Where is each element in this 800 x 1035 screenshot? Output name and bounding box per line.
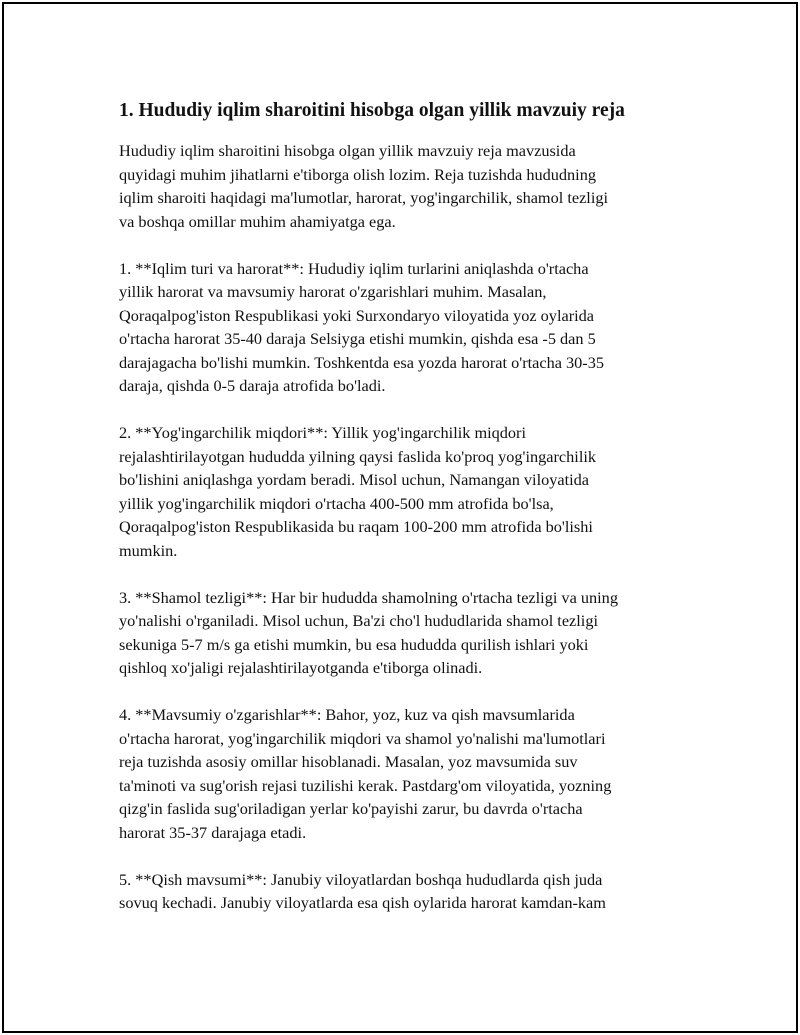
text-line: 4. **Mavsumiy o'zgarishlar**: Bahor, yoz, kuz va qish mavsumlarida xyxy=(119,705,575,724)
text-line: o'rtacha harorat 35-40 daraja Selsiyga etishi mumkin, qishda esa -5 dan 5 xyxy=(119,329,596,348)
paragraph-seasonal-changes xyxy=(119,703,699,844)
text-line: 2. **Yog'ingarchilik miqdori**: Yillik yog'ingarchilik miqdori xyxy=(119,423,527,442)
text-line: mumkin. xyxy=(119,540,178,560)
text-line: rejalashtirilayotgan hududda yilning qaysi faslida ko'proq yog'ingarchilik xyxy=(119,446,597,466)
text-line: yillik yog'ingarchilik miqdori o'rtacha 400-500 mm atrofida bo'lsa, xyxy=(119,493,554,513)
document-body xyxy=(119,99,699,938)
document-title: 1. Hududiy iqlim sharoitini hisobga olgan yillik mavzuiy reja xyxy=(119,100,625,121)
paragraph-climate-type xyxy=(119,257,699,398)
text-line: yo'nalishi o'rganiladi. Misol uchun, Ba'zi cho'l hududlarida shamol tezligi xyxy=(119,611,598,630)
text-line: o'rtacha harorat, yog'ingarchilik miqdori va shamol yo'nalishi ma'lumotlari xyxy=(119,728,606,748)
paragraph-winter-season xyxy=(119,868,699,915)
text-line: quyidagi muhim jihatlarni e'tiborga olish lozim. Reja tuzishda hududning xyxy=(119,164,596,184)
text-line: Qoraqalpog'iston Respublikasida bu raqam 100-200 mm atrofida bo'lishi xyxy=(119,517,593,536)
text-line: 1. **Iqlim turi va harorat**: Hududiy iqlim turlarini aniqlashda o'rtacha xyxy=(119,258,589,278)
text-line: sekuniga 5-7 m/s ga etishi mumkin, bu esa hududda qurilish ishlari yoki xyxy=(119,634,589,654)
paragraph-intro xyxy=(119,139,699,233)
text-line: harorat 35-37 darajaga etadi. xyxy=(119,822,307,842)
text-line: sovuq kechadi. Janubiy viloyatlarda esa qish oylarida harorat kamdan-kam xyxy=(119,893,606,912)
text-line: 5. **Qish mavsumi**: Janubiy viloyatlardan boshqa hududlarda qish juda xyxy=(119,869,603,889)
text-line: yillik harorat va mavsumiy harorat o'zgarishlari muhim. Masalan, xyxy=(119,282,547,301)
paragraph-precipitation xyxy=(119,421,699,562)
text-line: Hududiy iqlim sharoitini hisobga olgan yillik mavzuiy reja mavzusida xyxy=(119,141,576,160)
text-line: reja tuzishda asosiy omillar hisoblanadi. Masalan, yoz mavsumida suv xyxy=(119,752,578,771)
text-line: 3. **Shamol tezligi**: Har bir hududda shamolning o'rtacha tezligi va uning xyxy=(119,587,618,607)
text-line: daraja, qishda 0-5 daraja atrofida bo'ladi. xyxy=(119,376,386,395)
text-line: va boshqa omillar muhim ahamiyatga ega. xyxy=(119,211,396,231)
text-line: bo'lishini aniqlashga yordam beradi. Misol uchun, Namangan viloyatida xyxy=(119,470,590,489)
paragraph-wind-speed xyxy=(119,586,699,680)
text-line: Qoraqalpog'iston Respublikasi yoki Surxondaryo viloyatida yoz oylarida xyxy=(119,305,595,325)
page-frame xyxy=(2,2,798,1033)
text-line: qishloq xo'jaligi rejalashtirilayotganda e'tiborga olinadi. xyxy=(119,658,483,677)
text-line: qizg'in faslida sug'oriladigan yerlar ko'payishi zarur, bu davrda o'rtacha xyxy=(119,799,583,818)
text-line: ta'minoti va sug'orish rejasi tuzilishi kerak. Pastdarg'om viloyatida, yozning xyxy=(119,775,612,795)
text-line: darajagacha bo'lishi mumkin. Toshkentda esa yozda harorat o'rtacha 30-35 xyxy=(119,352,605,372)
text-line: iqlim sharoiti haqidagi ma'lumotlar, harorat, yog'ingarchilik, shamol tezligi xyxy=(119,188,609,207)
